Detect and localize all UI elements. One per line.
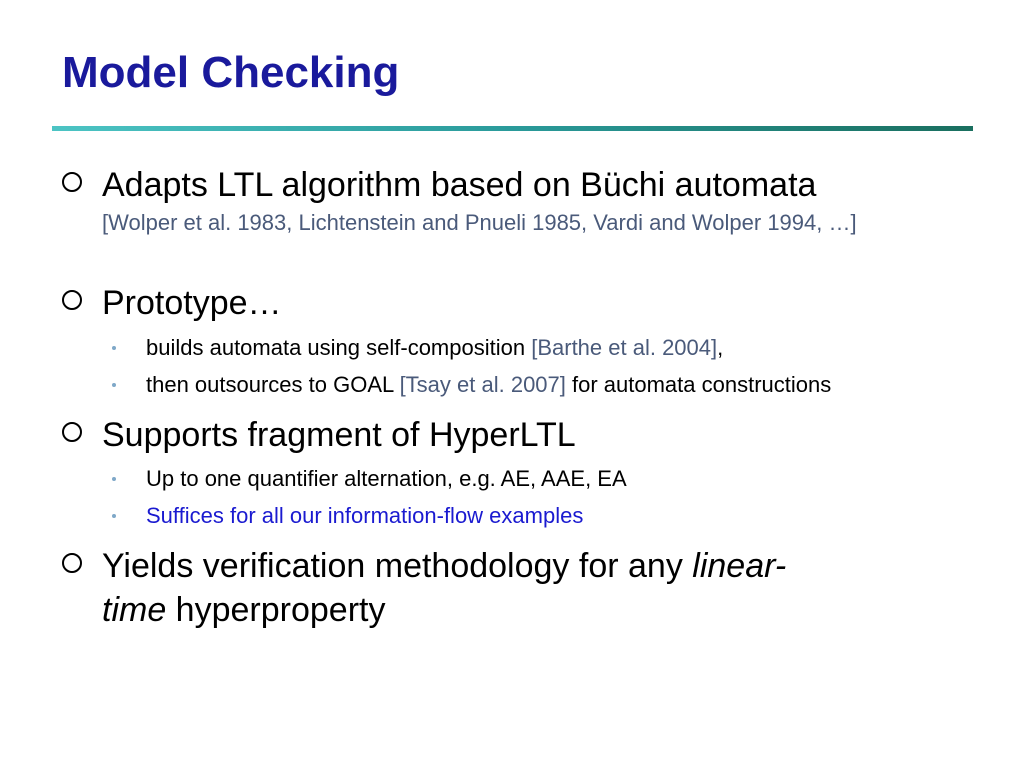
bullet-hyperltl xyxy=(62,413,952,457)
subbullet-text-end: , xyxy=(717,335,724,360)
subbullet-info-flow xyxy=(112,501,972,531)
dot-bullet-icon xyxy=(112,346,116,350)
subbullet-self-composition xyxy=(112,333,972,363)
citation: [Wolper et al. 1983, Lichtenstein and Pnueli 1985, Vardi and Wolper 1994, …] xyxy=(102,210,857,235)
bullet-text: Prototype… xyxy=(102,284,282,322)
subbullet-quantifier xyxy=(112,464,972,494)
circle-bullet-icon xyxy=(62,172,82,192)
circle-bullet-icon xyxy=(62,422,82,442)
circle-bullet-icon xyxy=(62,290,82,310)
bullet-prototype xyxy=(62,281,952,325)
bullet-text: Supports fragment of HyperLTL xyxy=(102,416,576,454)
citation: [Barthe et al. 2004] xyxy=(531,335,718,360)
bullet-adapts-ltl xyxy=(62,163,952,239)
subbullet-text-end: for automata constructions xyxy=(565,372,832,397)
subbullet-text: builds automata using self-composition xyxy=(146,335,532,360)
subbullet-text: Suffices for all our information-flow examples xyxy=(146,503,584,528)
citation: [Tsay et al. 2007] xyxy=(399,372,566,397)
emphasis-time: time xyxy=(102,591,167,629)
emphasis-linear: linear- xyxy=(692,547,787,585)
slide-title: Model Checking xyxy=(62,48,400,97)
bullet-text: Yields verification methodology for any xyxy=(102,547,693,585)
subbullet-text: then outsources to GOAL xyxy=(146,372,400,397)
bullet-text: Adapts LTL algorithm based on Büchi automata xyxy=(102,166,817,204)
dot-bullet-icon xyxy=(112,477,116,481)
subbullet-text: Up to one quantifier alternation, e.g. AE, AAE, EA xyxy=(146,466,627,491)
subbullet-goal xyxy=(112,370,972,400)
title-divider xyxy=(52,126,973,131)
bullet-text-end: hyperproperty xyxy=(166,591,386,629)
circle-bullet-icon xyxy=(62,553,82,573)
dot-bullet-icon xyxy=(112,514,116,518)
bullet-methodology xyxy=(62,544,952,632)
dot-bullet-icon xyxy=(112,383,116,387)
